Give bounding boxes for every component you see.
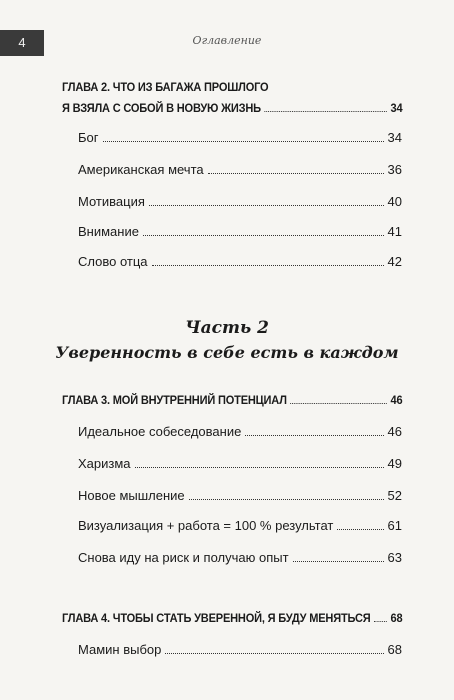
section-page: 40 <box>387 194 402 209</box>
section-page: 46 <box>387 424 402 439</box>
toc-entry[interactable] <box>78 638 402 658</box>
section-title: Снова иду на риск и получаю опыт <box>78 550 289 565</box>
chapter-2-page: 34 <box>390 101 403 115</box>
section-title: Мамин выбор <box>78 642 162 657</box>
part-number: Часть 2 <box>185 318 269 338</box>
part-title: Уверенность в себе есть в каждом <box>55 343 399 362</box>
section-title: Мотивация <box>78 194 145 209</box>
section-title: Идеальное собеседование <box>78 424 242 439</box>
toc-entry[interactable] <box>78 514 402 534</box>
chapter-3-title: ГЛАВА 3. МОЙ ВНУТРЕННИЙ ПОТЕНЦИАЛ <box>62 393 287 407</box>
chapter-2-title-line-1: ГЛАВА 2. ЧТО ИЗ БАГАЖА ПРОШЛОГО <box>62 80 269 94</box>
toc-entry[interactable] <box>78 484 402 504</box>
table-of-contents-continued <box>62 0 402 700</box>
section-title: Американская мечта <box>78 162 204 177</box>
chapter-4-title: ГЛАВА 4. ЧТОБЫ СТАТЬ УВЕРЕННОЙ, Я БУДУ МЕНЯТЬСЯ <box>62 611 371 625</box>
toc-entry[interactable] <box>78 420 402 440</box>
section-page: 36 <box>387 162 402 177</box>
chapter-3-page: 46 <box>390 393 403 407</box>
section-page: 42 <box>387 254 402 269</box>
section-title: Новое мышление <box>78 488 185 503</box>
section-page: 52 <box>387 488 402 503</box>
page-number: 4 <box>0 30 44 56</box>
chapter-2-title-line-2: Я ВЗЯЛА С СОБОЙ В НОВУЮ ЖИЗНЬ <box>62 101 261 115</box>
chapter-3-entry[interactable] <box>62 388 402 408</box>
toc-entry[interactable] <box>78 452 402 472</box>
dot-leader <box>165 653 383 654</box>
section-title: Внимание <box>78 224 139 239</box>
dot-leader <box>245 435 383 436</box>
section-page: 61 <box>387 518 402 533</box>
dot-leader <box>293 561 384 562</box>
section-title: Слово отца <box>78 254 148 269</box>
dot-leader <box>374 621 387 622</box>
section-page: 34 <box>387 130 402 145</box>
dot-leader <box>290 403 386 404</box>
dot-leader <box>337 529 383 530</box>
section-title: Визуализация + работа = 100 % результат <box>78 518 334 533</box>
toc-entry[interactable] <box>78 546 402 566</box>
section-page: 41 <box>387 224 402 239</box>
chapter-4-entry[interactable] <box>62 606 402 626</box>
section-page: 49 <box>387 456 402 471</box>
section-title: Бог <box>78 130 99 145</box>
running-head: Оглавление <box>192 34 262 47</box>
dot-leader <box>189 499 384 500</box>
chapter-4-page: 68 <box>390 611 403 625</box>
dot-leader <box>135 467 384 468</box>
section-page: 63 <box>387 550 402 565</box>
section-title: Харизма <box>78 456 131 471</box>
section-page: 68 <box>387 642 402 657</box>
